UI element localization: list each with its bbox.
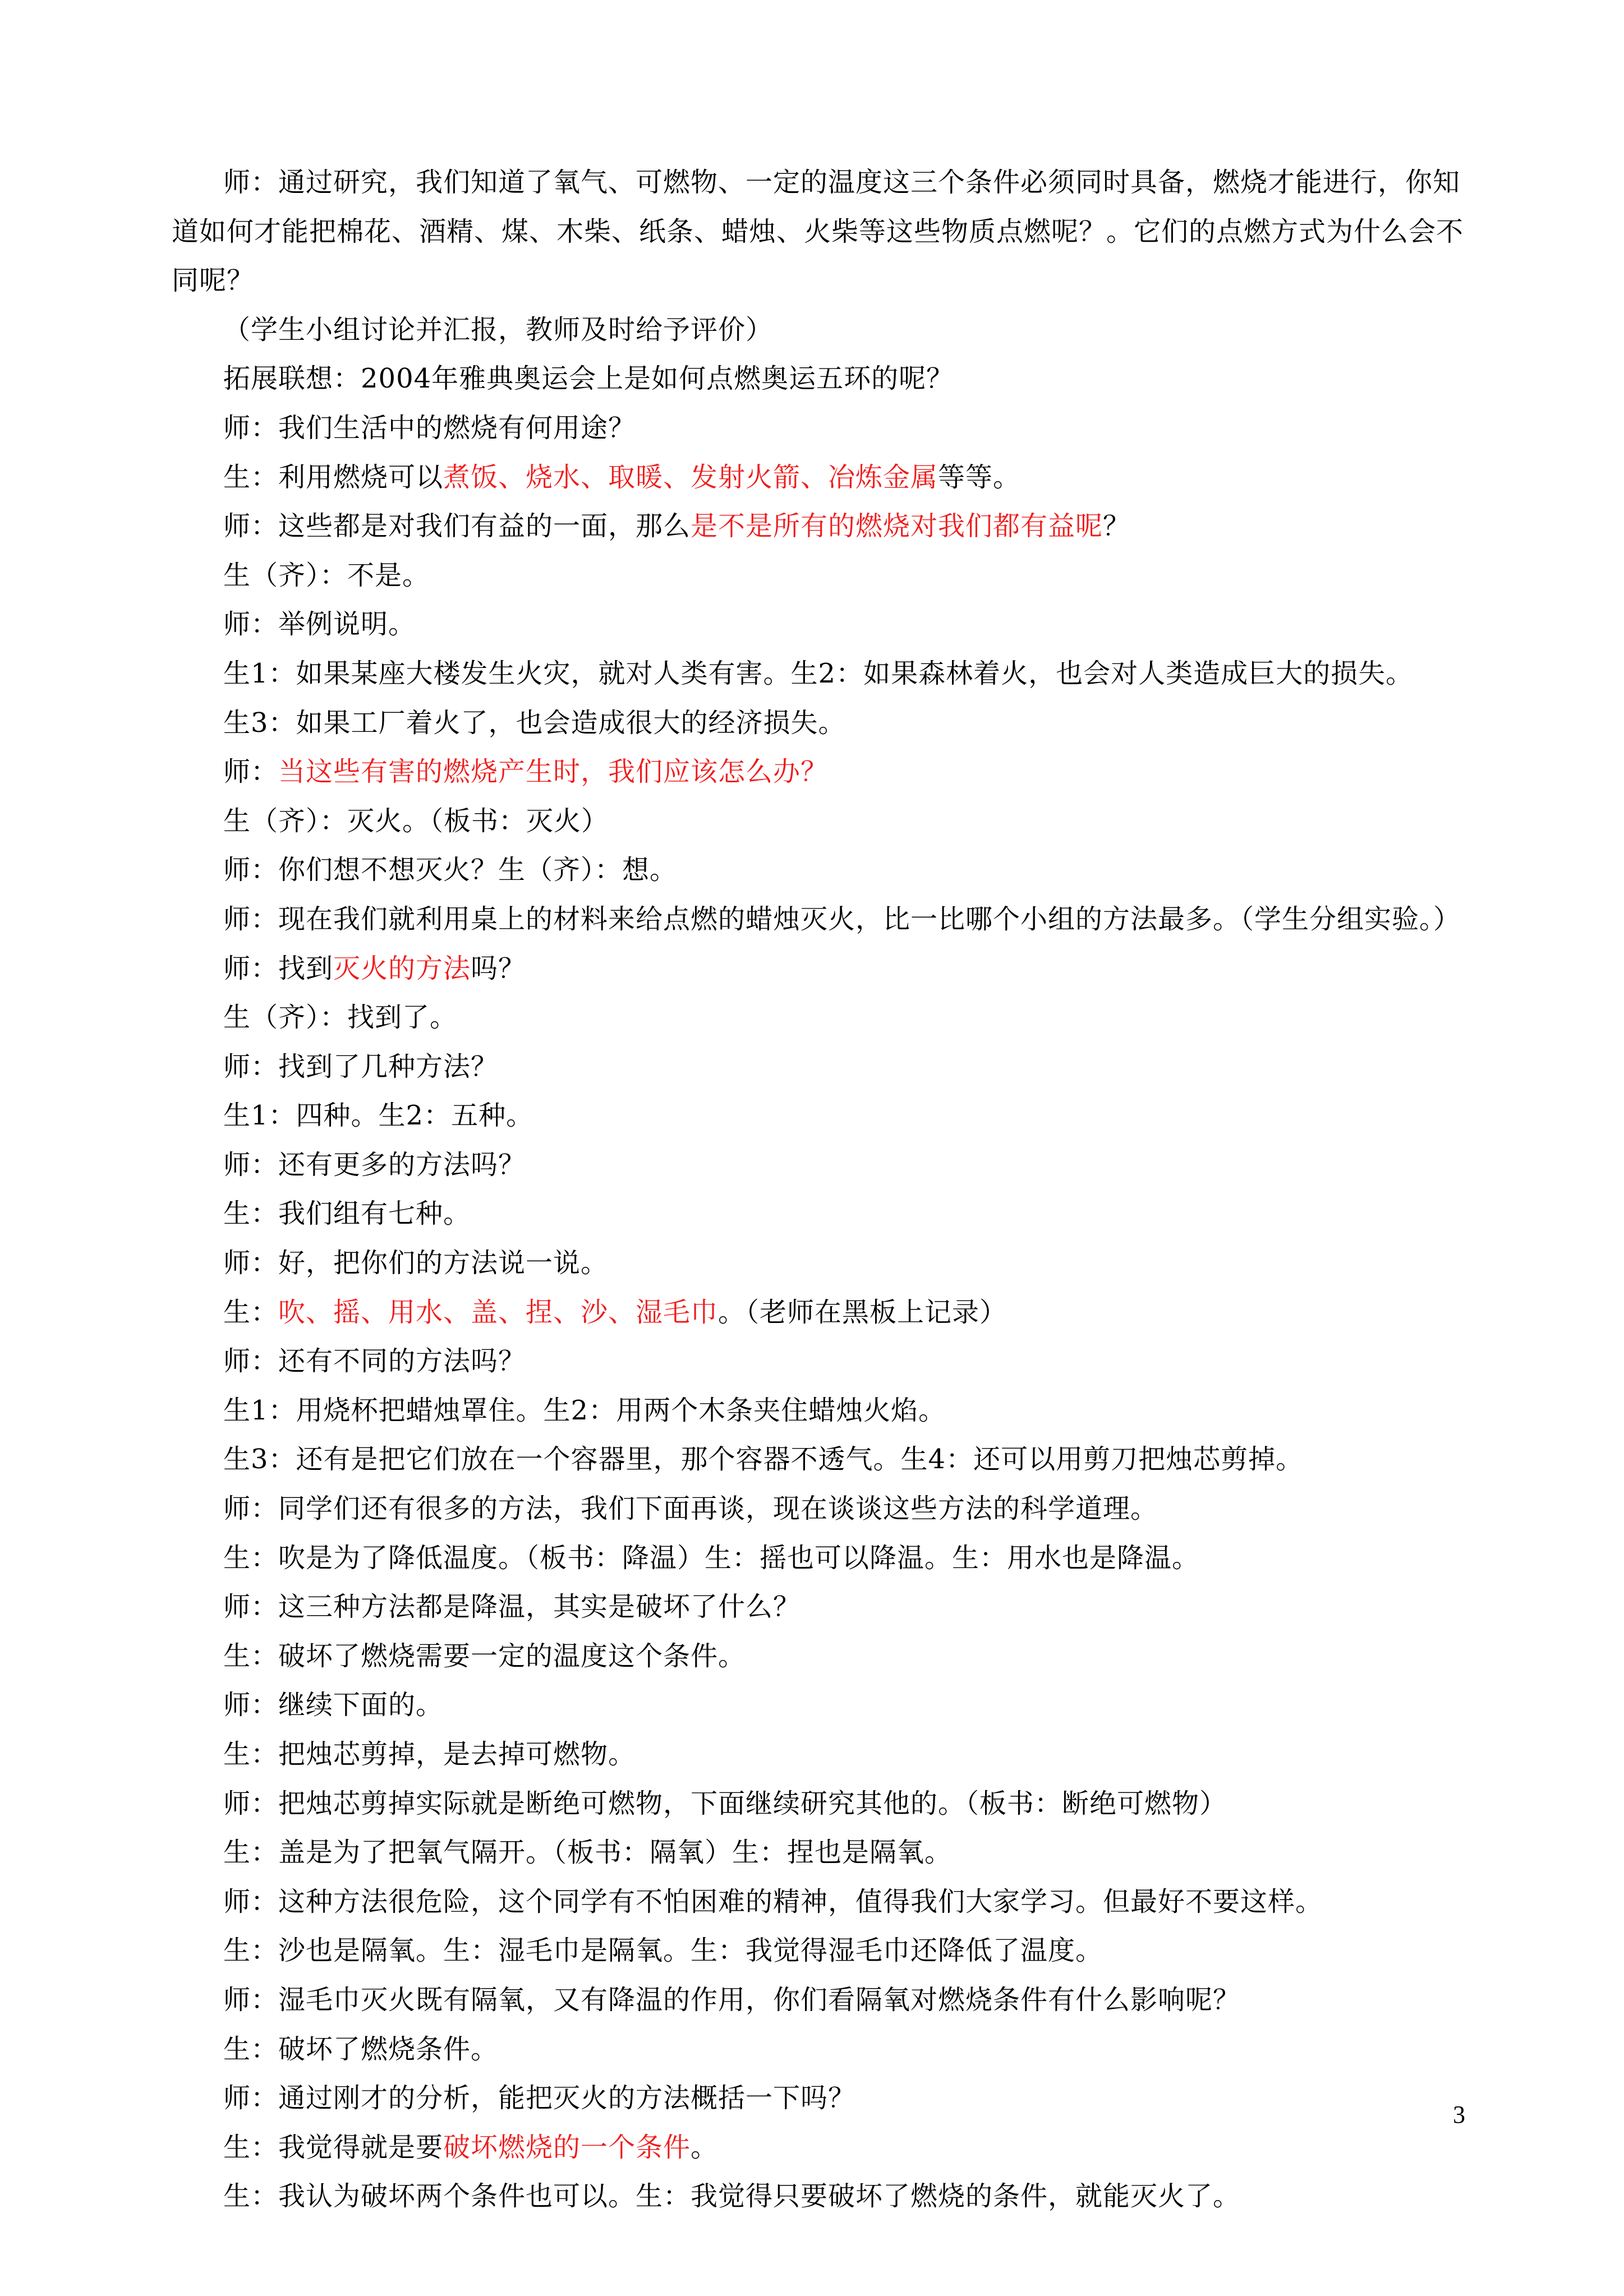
text-run: 生3：还有是把它们放在一个容器里，那个容器不透气。生4：还可以用剪刀把烛芯剪掉。: [223, 1444, 1304, 1476]
paragraph: [172, 1091, 1479, 1141]
text-run: 等等。: [938, 461, 1021, 493]
text-run: 生：沙也是隔氧。生：湿毛巾是隔氧。生：我觉得湿毛巾还降低了温度。: [223, 1935, 1103, 1967]
text-run: 生1：用烧杯把蜡烛罩住。生2：用两个木条夹住蜡烛火焰。: [223, 1394, 946, 1426]
paragraph: [172, 1190, 1479, 1239]
text-run: 生：破坏了燃烧需要一定的温度这个条件。: [223, 1640, 746, 1672]
text-run: 师：通过刚才的分析，能把灭火的方法概括一下吗？: [223, 2082, 856, 2114]
paragraph: [172, 1828, 1479, 1878]
text-run: 师：这三种方法都是降温，其实是破坏了什么？: [223, 1591, 801, 1623]
paragraph: [172, 649, 1479, 699]
highlighted-text: 煮饭、烧水、取暖、发射火箭、冶炼金属: [443, 461, 938, 493]
paragraph: [172, 1534, 1479, 1583]
page-number: 3: [1453, 2101, 1465, 2128]
paragraph: [172, 2123, 1479, 2173]
text-run: 生1：如果某座大楼发生火灾，就对人类有害。生2：如果森林着火，也会对人类造成巨大的损失。: [223, 657, 1414, 689]
text-run: 师：你们想不想灭火？生（齐）：想。: [223, 854, 678, 886]
paragraph: [172, 846, 1479, 895]
paragraph: [172, 993, 1479, 1043]
paragraph: [172, 699, 1479, 748]
paragraph: [172, 1976, 1479, 2025]
text-run: ？: [1103, 510, 1131, 542]
text-run: 师：现在我们就利用桌上的材料来给点燃的蜡烛灭火，比一比哪个小组的方法最多。（学生分组实验。）: [223, 903, 1461, 935]
text-run: 生：: [223, 1296, 279, 1328]
paragraph: [172, 1043, 1479, 1092]
highlighted-text: 是不是所有的燃烧对我们都有益呢: [691, 510, 1103, 542]
paragraph: [172, 2172, 1479, 2221]
paragraph: [172, 2074, 1479, 2123]
text-run: 师：还有更多的方法吗？: [223, 1149, 526, 1181]
text-run: 生：盖是为了把氧气隔开。（板书：隔氧）生：捏也是隔氧。: [223, 1837, 953, 1869]
paragraph: [172, 1878, 1479, 1927]
text-run: 生：我们组有七种。: [223, 1198, 471, 1230]
highlighted-text: 当这些有害的燃烧产生时，我们应该怎么办？: [278, 756, 829, 788]
text-run: 生：破坏了燃烧条件。: [223, 2033, 499, 2065]
text-run: 师：还有不同的方法吗？: [223, 1345, 526, 1377]
highlighted-text: 吹、摇、用水、盖、捏、沙、湿毛巾: [278, 1296, 719, 1328]
paragraph: [172, 502, 1479, 551]
text-run: 师：湿毛巾灭火既有隔氧，又有降温的作用，你们看隔氧对燃烧条件有什么影响呢？: [223, 1984, 1241, 2016]
paragraph: [172, 1141, 1479, 1190]
text-run: 师：把烛芯剪掉实际就是断绝可燃物，下面继续研究其他的。（板书：断绝可燃物）: [223, 1787, 1227, 1819]
paragraph: [172, 1386, 1479, 1436]
text-run: 师：: [223, 756, 279, 788]
paragraph: [172, 1779, 1479, 1829]
text-run: 生：利用燃烧可以: [223, 461, 444, 493]
paragraph: [172, 1239, 1479, 1288]
text-run: 。: [691, 2131, 719, 2163]
text-run: 师：这些都是对我们有益的一面，那么: [223, 510, 691, 542]
paragraph: [172, 1926, 1479, 1976]
text-run: 师：同学们还有很多的方法，我们下面再谈，现在谈谈这些方法的科学道理。: [223, 1493, 1158, 1525]
paragraph: [172, 797, 1479, 846]
text-run: 生（齐）：灭火。（板书：灭火）: [223, 805, 609, 837]
lesson-transcript: [172, 158, 1479, 2221]
text-run: 拓展联想：2004年雅典奥运会上是如何点燃奥运五环的呢？: [223, 363, 954, 395]
paragraph: [172, 944, 1479, 994]
text-run: 吗？: [471, 952, 526, 984]
text-run: 师：好，把你们的方法说一说。: [223, 1247, 609, 1279]
paragraph: [172, 1435, 1479, 1484]
text-run: 生：我认为破坏两个条件也可以。生：我觉得只要破坏了燃烧的条件，就能灭火了。: [223, 2180, 1241, 2212]
text-run: （学生小组讨论并汇报，教师及时给予评价）: [223, 313, 774, 345]
text-run: 生：我觉得就是要: [223, 2131, 444, 2163]
paragraph: [172, 1730, 1479, 1779]
text-run: 生1：四种。生2：五种。: [223, 1100, 534, 1132]
text-run: 生：吹是为了降低温度。（板书：降温）生：摇也可以降温。生：用水也是降温。: [223, 1542, 1200, 1574]
paragraph: [172, 1583, 1479, 1632]
paragraph: [172, 1681, 1479, 1730]
text-run: 师：找到了几种方法？: [223, 1050, 499, 1082]
paragraph: [172, 2025, 1479, 2074]
paragraph: [172, 600, 1479, 649]
paragraph: [172, 1632, 1479, 1681]
paragraph: [172, 158, 1479, 306]
paragraph: [172, 1484, 1479, 1534]
paragraph: [172, 306, 1479, 355]
text-run: 师：我们生活中的燃烧有何用途？: [223, 412, 636, 444]
text-run: 生3：如果工厂着火了，也会造成很大的经济损失。: [223, 707, 846, 739]
text-run: 师：通过研究，我们知道了氧气、可燃物、一定的温度这三个条件必须同时具备，燃烧才能进行，你知道如何才能把棉花、酒精、煤、木柴、纸条、蜡烛、火柴等这些物质点燃呢？。它们的点燃方式为什么会不同呢？: [172, 167, 1464, 297]
text-run: 师：找到: [223, 952, 334, 984]
text-run: 师：这种方法很危险，这个同学有不怕困难的精神，值得我们大家学习。但最好不要这样。: [223, 1885, 1323, 1917]
highlighted-text: 破坏燃烧的一个条件: [443, 2131, 691, 2163]
paragraph: [172, 748, 1479, 797]
text-run: 生：把烛芯剪掉，是去掉可燃物。: [223, 1739, 636, 1770]
text-run: 生（齐）：不是。: [223, 559, 430, 591]
paragraph: [172, 404, 1479, 453]
paragraph: [172, 453, 1479, 502]
paragraph: [172, 354, 1479, 404]
paragraph: [172, 895, 1479, 944]
text-run: 师：举例说明。: [223, 608, 416, 640]
text-run: 生（齐）：找到了。: [223, 1002, 458, 1034]
paragraph: [172, 1288, 1479, 1338]
paragraph: [172, 1337, 1479, 1386]
paragraph: [172, 551, 1479, 601]
highlighted-text: 灭火的方法: [333, 952, 471, 984]
text-run: 。（老师在黑板上记录）: [718, 1296, 1007, 1328]
text-run: 师：继续下面的。: [223, 1689, 444, 1721]
